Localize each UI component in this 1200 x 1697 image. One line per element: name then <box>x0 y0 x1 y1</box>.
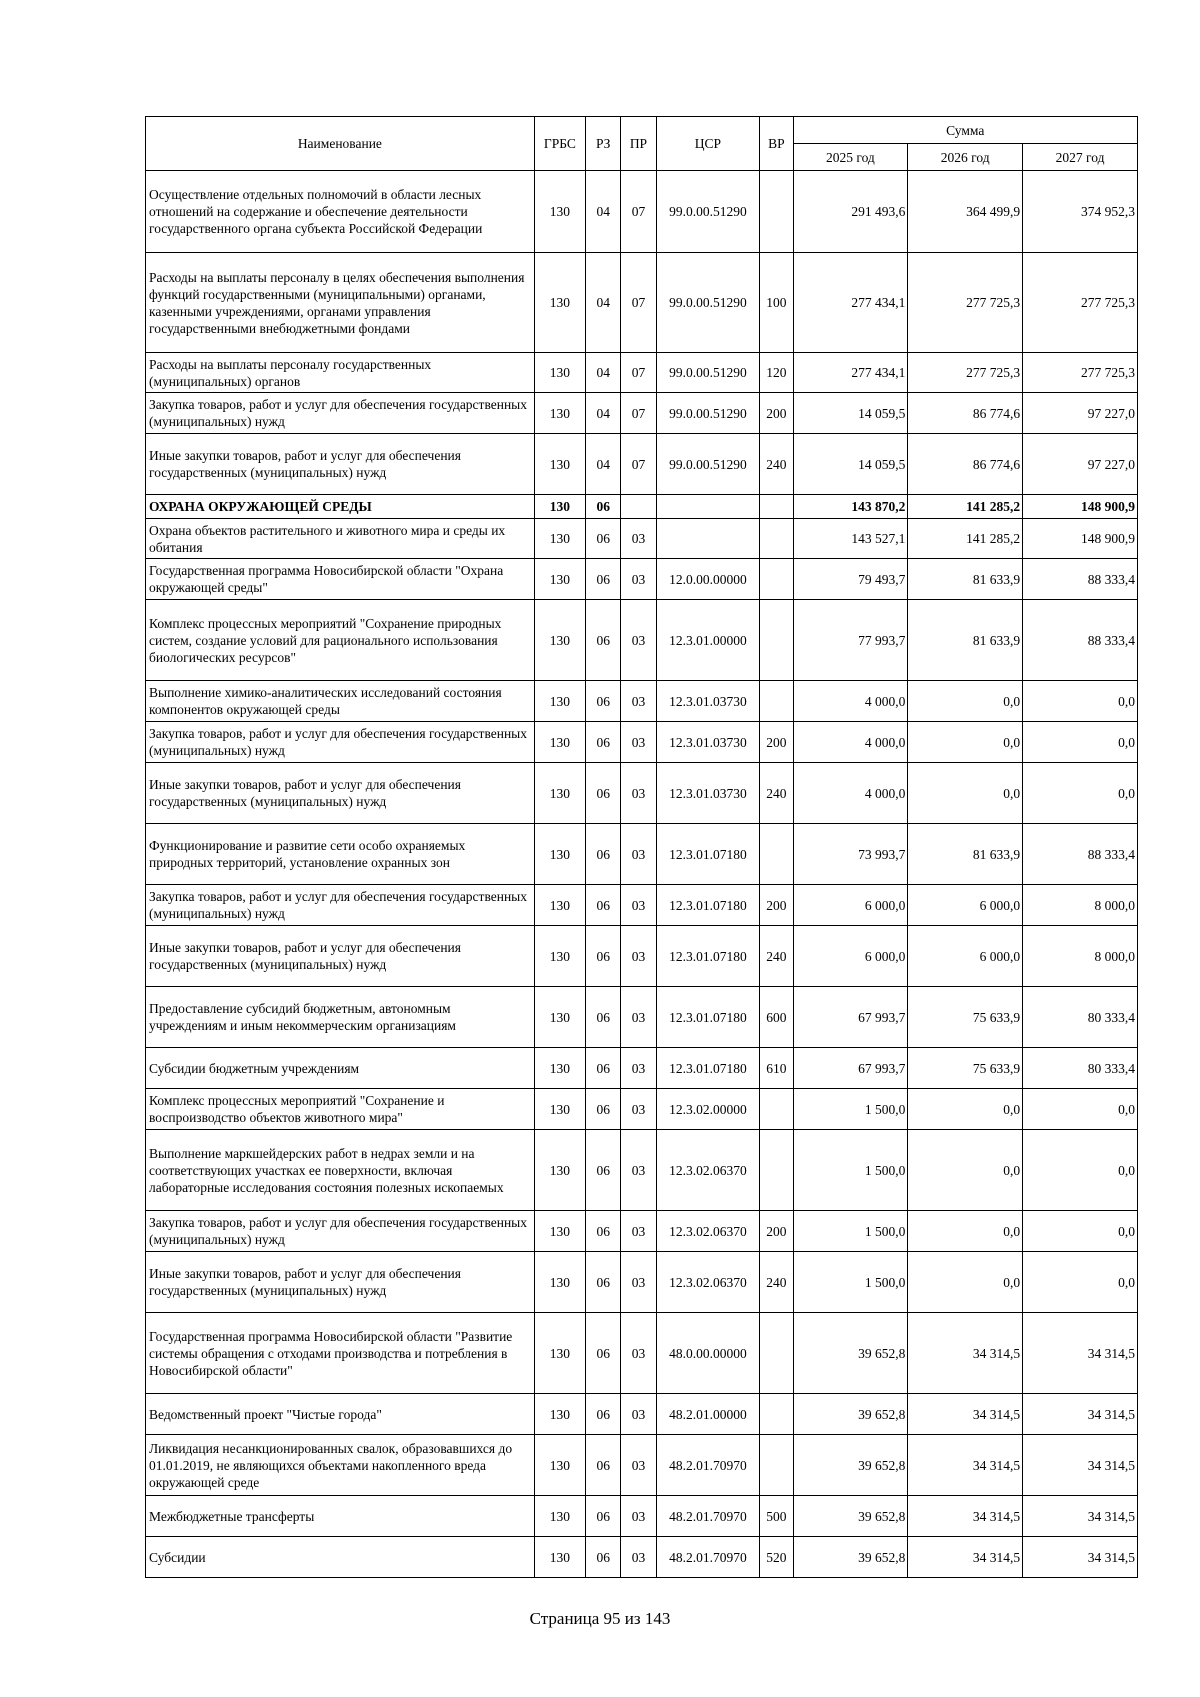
row-amount-2026: 141 285,2 <box>908 495 1023 519</box>
table-row <box>146 987 1138 1048</box>
row-amount-2026: 34 314,5 <box>908 1394 1023 1435</box>
row-csr: 48.2.01.00000 <box>656 1394 760 1435</box>
row-rz: 06 <box>586 1537 621 1578</box>
row-amount-2027: 34 314,5 <box>1023 1394 1138 1435</box>
row-name: Расходы на выплаты персоналу государственных (муниципальных) органов <box>146 353 535 393</box>
row-amount-2027: 8 000,0 <box>1023 926 1138 987</box>
row-pr: 07 <box>621 171 656 253</box>
row-vr: 120 <box>760 353 793 393</box>
row-vr: 240 <box>760 763 793 824</box>
row-amount-2025: 4 000,0 <box>793 722 908 763</box>
row-vr: 500 <box>760 1496 793 1537</box>
row-amount-2026: 34 314,5 <box>908 1537 1023 1578</box>
row-amount-2027: 34 314,5 <box>1023 1496 1138 1537</box>
row-grbs: 130 <box>534 681 585 722</box>
row-vr <box>760 600 793 681</box>
row-csr: 12.3.01.03730 <box>656 722 760 763</box>
row-pr: 03 <box>621 1211 656 1252</box>
row-amount-2025: 14 059,5 <box>793 434 908 495</box>
table-row <box>146 1496 1138 1537</box>
table-row <box>146 681 1138 722</box>
row-amount-2027: 34 314,5 <box>1023 1435 1138 1496</box>
row-csr: 48.2.01.70970 <box>656 1435 760 1496</box>
row-amount-2027: 8 000,0 <box>1023 885 1138 926</box>
row-pr: 03 <box>621 1089 656 1130</box>
row-pr <box>621 495 656 519</box>
row-pr: 03 <box>621 1252 656 1313</box>
row-name: Закупка товаров, работ и услуг для обеспечения государственных (муниципальных) нужд <box>146 722 535 763</box>
table-row <box>146 559 1138 600</box>
row-amount-2025: 67 993,7 <box>793 987 908 1048</box>
header-vr: ВР <box>760 117 793 171</box>
budget-table <box>145 116 1138 1578</box>
row-amount-2025: 4 000,0 <box>793 681 908 722</box>
row-rz: 06 <box>586 987 621 1048</box>
row-amount-2026: 34 314,5 <box>908 1435 1023 1496</box>
row-name: Ведомственный проект "Чистые города" <box>146 1394 535 1435</box>
table-row <box>146 253 1138 353</box>
row-csr: 12.3.01.00000 <box>656 600 760 681</box>
row-amount-2025: 1 500,0 <box>793 1211 908 1252</box>
row-amount-2025: 143 870,2 <box>793 495 908 519</box>
row-amount-2026: 0,0 <box>908 1089 1023 1130</box>
row-grbs: 130 <box>534 393 585 434</box>
row-name: Иные закупки товаров, работ и услуг для обеспечения государственных (муниципальных) нужд <box>146 763 535 824</box>
table-row <box>146 519 1138 559</box>
row-name: Функционирование и развитие сети особо охраняемых природных территорий, установление охранных зон <box>146 824 535 885</box>
row-amount-2026: 75 633,9 <box>908 987 1023 1048</box>
row-grbs: 130 <box>534 353 585 393</box>
row-rz: 06 <box>586 495 621 519</box>
row-name: Субсидии бюджетным учреждениям <box>146 1048 535 1089</box>
row-csr: 48.2.01.70970 <box>656 1537 760 1578</box>
row-amount-2026: 81 633,9 <box>908 600 1023 681</box>
row-rz: 06 <box>586 1313 621 1394</box>
row-rz: 04 <box>586 171 621 253</box>
row-amount-2027: 0,0 <box>1023 1252 1138 1313</box>
row-grbs: 130 <box>534 1130 585 1211</box>
row-amount-2027: 88 333,4 <box>1023 824 1138 885</box>
row-amount-2027: 0,0 <box>1023 1211 1138 1252</box>
row-rz: 06 <box>586 1496 621 1537</box>
header-rz: РЗ <box>586 117 621 171</box>
header-grbs: ГРБС <box>534 117 585 171</box>
row-csr: 99.0.00.51290 <box>656 434 760 495</box>
row-amount-2027: 277 725,3 <box>1023 253 1138 353</box>
row-amount-2026: 81 633,9 <box>908 824 1023 885</box>
row-grbs: 130 <box>534 1089 585 1130</box>
row-name: Выполнение маркшейдерских работ в недрах земли и на соответствующих участках ее поверхности, включая лабораторные исследования состояния полезных ископаемых <box>146 1130 535 1211</box>
row-amount-2027: 0,0 <box>1023 1130 1138 1211</box>
row-grbs: 130 <box>534 1313 585 1394</box>
row-amount-2026: 81 633,9 <box>908 559 1023 600</box>
row-vr <box>760 519 793 559</box>
row-grbs: 130 <box>534 1435 585 1496</box>
row-amount-2025: 79 493,7 <box>793 559 908 600</box>
row-amount-2026: 141 285,2 <box>908 519 1023 559</box>
row-amount-2025: 77 993,7 <box>793 600 908 681</box>
row-grbs: 130 <box>534 1252 585 1313</box>
table-row <box>146 763 1138 824</box>
row-vr: 100 <box>760 253 793 353</box>
table-row <box>146 824 1138 885</box>
table-row <box>146 353 1138 393</box>
row-vr <box>760 1313 793 1394</box>
row-amount-2027: 148 900,9 <box>1023 519 1138 559</box>
row-vr: 200 <box>760 393 793 434</box>
row-amount-2025: 39 652,8 <box>793 1496 908 1537</box>
table-row <box>146 885 1138 926</box>
row-rz: 04 <box>586 434 621 495</box>
row-grbs: 130 <box>534 559 585 600</box>
row-rz: 06 <box>586 763 621 824</box>
row-vr: 200 <box>760 1211 793 1252</box>
row-vr: 610 <box>760 1048 793 1089</box>
row-name: Комплекс процессных мероприятий "Сохранение и воспроизводство объектов животного мира" <box>146 1089 535 1130</box>
row-name: Комплекс процессных мероприятий "Сохранение природных систем, создание условий для рационального использования биологических ресурсов" <box>146 600 535 681</box>
header-year-2027: 2027 год <box>1023 144 1138 171</box>
row-grbs: 130 <box>534 926 585 987</box>
row-vr <box>760 1394 793 1435</box>
row-amount-2026: 0,0 <box>908 681 1023 722</box>
row-pr: 03 <box>621 1313 656 1394</box>
row-pr: 07 <box>621 253 656 353</box>
row-amount-2026: 0,0 <box>908 1252 1023 1313</box>
row-name: Субсидии <box>146 1537 535 1578</box>
row-name: ОХРАНА ОКРУЖАЮЩЕЙ СРЕДЫ <box>146 495 535 519</box>
row-csr: 12.0.00.00000 <box>656 559 760 600</box>
row-amount-2026: 34 314,5 <box>908 1496 1023 1537</box>
row-name: Иные закупки товаров, работ и услуг для обеспечения государственных (муниципальных) нужд <box>146 434 535 495</box>
row-pr: 03 <box>621 987 656 1048</box>
row-csr: 12.3.02.06370 <box>656 1211 760 1252</box>
header-csr: ЦСР <box>656 117 760 171</box>
header-year-2025: 2025 год <box>793 144 908 171</box>
row-amount-2025: 1 500,0 <box>793 1252 908 1313</box>
row-name: Закупка товаров, работ и услуг для обеспечения государственных (муниципальных) нужд <box>146 393 535 434</box>
table-row <box>146 1252 1138 1313</box>
row-pr: 03 <box>621 722 656 763</box>
row-vr <box>760 1089 793 1130</box>
table-row <box>146 1394 1138 1435</box>
row-grbs: 130 <box>534 1048 585 1089</box>
row-amount-2027: 0,0 <box>1023 763 1138 824</box>
table-row <box>146 1048 1138 1089</box>
row-amount-2026: 86 774,6 <box>908 393 1023 434</box>
page-number: Страница 95 из 143 <box>529 1609 671 1628</box>
row-amount-2027: 277 725,3 <box>1023 353 1138 393</box>
row-amount-2025: 67 993,7 <box>793 1048 908 1089</box>
row-csr: 12.3.01.07180 <box>656 926 760 987</box>
row-rz: 06 <box>586 519 621 559</box>
row-pr: 03 <box>621 1394 656 1435</box>
row-name: Предоставление субсидий бюджетным, автономным учреждениям и иным некоммерческим организациям <box>146 987 535 1048</box>
row-amount-2026: 277 725,3 <box>908 353 1023 393</box>
table-body <box>146 171 1138 1578</box>
row-name: Государственная программа Новосибирской области "Охрана окружающей среды" <box>146 559 535 600</box>
row-amount-2027: 80 333,4 <box>1023 987 1138 1048</box>
row-amount-2025: 4 000,0 <box>793 763 908 824</box>
row-amount-2025: 6 000,0 <box>793 926 908 987</box>
row-name: Ликвидация несанкционированных свалок, образовавшихся до 01.01.2019, не являющихся объектами накопленного вреда окружающей среде <box>146 1435 535 1496</box>
row-amount-2025: 143 527,1 <box>793 519 908 559</box>
table-row <box>146 1211 1138 1252</box>
row-vr: 200 <box>760 722 793 763</box>
row-csr: 48.2.01.70970 <box>656 1496 760 1537</box>
row-rz: 06 <box>586 926 621 987</box>
row-vr <box>760 1130 793 1211</box>
row-name: Межбюджетные трансферты <box>146 1496 535 1537</box>
header-year-2026: 2026 год <box>908 144 1023 171</box>
row-csr: 12.3.02.00000 <box>656 1089 760 1130</box>
row-name: Иные закупки товаров, работ и услуг для обеспечения государственных (муниципальных) нужд <box>146 926 535 987</box>
row-amount-2027: 0,0 <box>1023 722 1138 763</box>
table-row <box>146 1435 1138 1496</box>
row-amount-2025: 39 652,8 <box>793 1435 908 1496</box>
row-csr: 12.3.01.03730 <box>656 681 760 722</box>
row-amount-2027: 34 314,5 <box>1023 1313 1138 1394</box>
row-csr <box>656 495 760 519</box>
row-pr: 03 <box>621 824 656 885</box>
row-vr: 240 <box>760 434 793 495</box>
row-vr <box>760 171 793 253</box>
row-amount-2026: 0,0 <box>908 763 1023 824</box>
row-rz: 04 <box>586 393 621 434</box>
table-row <box>146 393 1138 434</box>
row-grbs: 130 <box>534 722 585 763</box>
row-name: Иные закупки товаров, работ и услуг для обеспечения государственных (муниципальных) нужд <box>146 1252 535 1313</box>
row-pr: 03 <box>621 600 656 681</box>
table-row <box>146 1537 1138 1578</box>
row-csr: 12.3.01.07180 <box>656 824 760 885</box>
row-csr: 48.0.00.00000 <box>656 1313 760 1394</box>
row-grbs: 130 <box>534 824 585 885</box>
row-amount-2025: 39 652,8 <box>793 1394 908 1435</box>
row-amount-2027: 97 227,0 <box>1023 434 1138 495</box>
row-pr: 03 <box>621 763 656 824</box>
row-grbs: 130 <box>534 171 585 253</box>
row-rz: 06 <box>586 1048 621 1089</box>
row-name: Охрана объектов растительного и животного мира и среды их обитания <box>146 519 535 559</box>
row-name: Выполнение химико-аналитических исследований состояния компонентов окружающей среды <box>146 681 535 722</box>
row-grbs: 130 <box>534 253 585 353</box>
table-header <box>146 117 1138 171</box>
row-amount-2025: 14 059,5 <box>793 393 908 434</box>
row-amount-2025: 277 434,1 <box>793 353 908 393</box>
row-amount-2027: 374 952,3 <box>1023 171 1138 253</box>
row-pr: 03 <box>621 1048 656 1089</box>
row-amount-2025: 1 500,0 <box>793 1130 908 1211</box>
row-grbs: 130 <box>534 600 585 681</box>
row-amount-2027: 97 227,0 <box>1023 393 1138 434</box>
row-grbs: 130 <box>534 1537 585 1578</box>
row-vr: 240 <box>760 926 793 987</box>
header-sum: Сумма <box>793 117 1137 144</box>
row-rz: 06 <box>586 722 621 763</box>
row-pr: 03 <box>621 1537 656 1578</box>
row-amount-2027: 80 333,4 <box>1023 1048 1138 1089</box>
row-amount-2025: 291 493,6 <box>793 171 908 253</box>
table-row <box>146 1313 1138 1394</box>
table-row <box>146 926 1138 987</box>
row-rz: 06 <box>586 600 621 681</box>
row-csr: 12.3.01.03730 <box>656 763 760 824</box>
row-vr: 200 <box>760 885 793 926</box>
row-amount-2027: 88 333,4 <box>1023 559 1138 600</box>
row-amount-2026: 34 314,5 <box>908 1313 1023 1394</box>
row-amount-2026: 75 633,9 <box>908 1048 1023 1089</box>
row-pr: 03 <box>621 681 656 722</box>
row-vr: 600 <box>760 987 793 1048</box>
row-csr: 12.3.01.07180 <box>656 987 760 1048</box>
row-csr <box>656 519 760 559</box>
row-pr: 07 <box>621 393 656 434</box>
row-amount-2027: 0,0 <box>1023 681 1138 722</box>
row-amount-2026: 6 000,0 <box>908 926 1023 987</box>
row-grbs: 130 <box>534 1496 585 1537</box>
header-pr: ПР <box>621 117 656 171</box>
table-row <box>146 171 1138 253</box>
row-grbs: 130 <box>534 434 585 495</box>
row-csr: 99.0.00.51290 <box>656 353 760 393</box>
table-row <box>146 434 1138 495</box>
row-amount-2025: 6 000,0 <box>793 885 908 926</box>
row-amount-2027: 34 314,5 <box>1023 1537 1138 1578</box>
row-vr: 240 <box>760 1252 793 1313</box>
row-grbs: 130 <box>534 495 585 519</box>
row-vr <box>760 559 793 600</box>
row-amount-2027: 148 900,9 <box>1023 495 1138 519</box>
row-rz: 06 <box>586 1394 621 1435</box>
row-amount-2025: 39 652,8 <box>793 1313 908 1394</box>
row-amount-2026: 277 725,3 <box>908 253 1023 353</box>
row-grbs: 130 <box>534 519 585 559</box>
row-amount-2027: 88 333,4 <box>1023 600 1138 681</box>
row-pr: 03 <box>621 1435 656 1496</box>
table-row <box>146 495 1138 519</box>
row-rz: 06 <box>586 1130 621 1211</box>
row-pr: 03 <box>621 1130 656 1211</box>
row-csr: 12.3.01.07180 <box>656 885 760 926</box>
table-row <box>146 1089 1138 1130</box>
row-rz: 06 <box>586 885 621 926</box>
row-amount-2025: 277 434,1 <box>793 253 908 353</box>
row-rz: 06 <box>586 681 621 722</box>
row-pr: 03 <box>621 559 656 600</box>
row-amount-2027: 0,0 <box>1023 1089 1138 1130</box>
row-grbs: 130 <box>534 763 585 824</box>
row-name: Государственная программа Новосибирской области "Развитие системы обращения с отходами производства и потребления в Новосибирской области" <box>146 1313 535 1394</box>
row-amount-2026: 0,0 <box>908 722 1023 763</box>
row-pr: 07 <box>621 434 656 495</box>
row-name: Закупка товаров, работ и услуг для обеспечения государственных (муниципальных) нужд <box>146 1211 535 1252</box>
row-vr <box>760 824 793 885</box>
table-row <box>146 600 1138 681</box>
row-amount-2026: 364 499,9 <box>908 171 1023 253</box>
row-grbs: 130 <box>534 1394 585 1435</box>
row-csr: 12.3.02.06370 <box>656 1252 760 1313</box>
row-amount-2025: 73 993,7 <box>793 824 908 885</box>
row-amount-2025: 39 652,8 <box>793 1537 908 1578</box>
table-row <box>146 1130 1138 1211</box>
row-rz: 04 <box>586 253 621 353</box>
row-rz: 06 <box>586 559 621 600</box>
row-vr: 520 <box>760 1537 793 1578</box>
row-vr <box>760 495 793 519</box>
row-grbs: 130 <box>534 885 585 926</box>
row-amount-2025: 1 500,0 <box>793 1089 908 1130</box>
row-csr: 99.0.00.51290 <box>656 171 760 253</box>
table-row <box>146 722 1138 763</box>
row-pr: 03 <box>621 1496 656 1537</box>
row-name: Расходы на выплаты персоналу в целях обеспечения выполнения функций государственными (муниципальными) органами, казенными учреждениями, органами управления государственными внебюджетными фондами <box>146 253 535 353</box>
row-amount-2026: 6 000,0 <box>908 885 1023 926</box>
row-rz: 06 <box>586 1089 621 1130</box>
header-name: Наименование <box>146 117 535 171</box>
row-pr: 03 <box>621 519 656 559</box>
row-rz: 06 <box>586 1435 621 1496</box>
row-grbs: 130 <box>534 987 585 1048</box>
row-amount-2026: 0,0 <box>908 1211 1023 1252</box>
row-rz: 06 <box>586 1211 621 1252</box>
row-name: Осуществление отдельных полномочий в области лесных отношений на содержание и обеспечение деятельности государственного органа субъекта Российской Федерации <box>146 171 535 253</box>
row-amount-2026: 0,0 <box>908 1130 1023 1211</box>
row-rz: 06 <box>586 1252 621 1313</box>
row-vr <box>760 681 793 722</box>
row-csr: 99.0.00.51290 <box>656 253 760 353</box>
row-pr: 03 <box>621 885 656 926</box>
row-csr: 12.3.02.06370 <box>656 1130 760 1211</box>
row-pr: 07 <box>621 353 656 393</box>
row-csr: 99.0.00.51290 <box>656 393 760 434</box>
row-vr <box>760 1435 793 1496</box>
row-name: Закупка товаров, работ и услуг для обеспечения государственных (муниципальных) нужд <box>146 885 535 926</box>
row-amount-2026: 86 774,6 <box>908 434 1023 495</box>
row-csr: 12.3.01.07180 <box>656 1048 760 1089</box>
row-rz: 04 <box>586 353 621 393</box>
row-pr: 03 <box>621 926 656 987</box>
row-grbs: 130 <box>534 1211 585 1252</box>
row-rz: 06 <box>586 824 621 885</box>
